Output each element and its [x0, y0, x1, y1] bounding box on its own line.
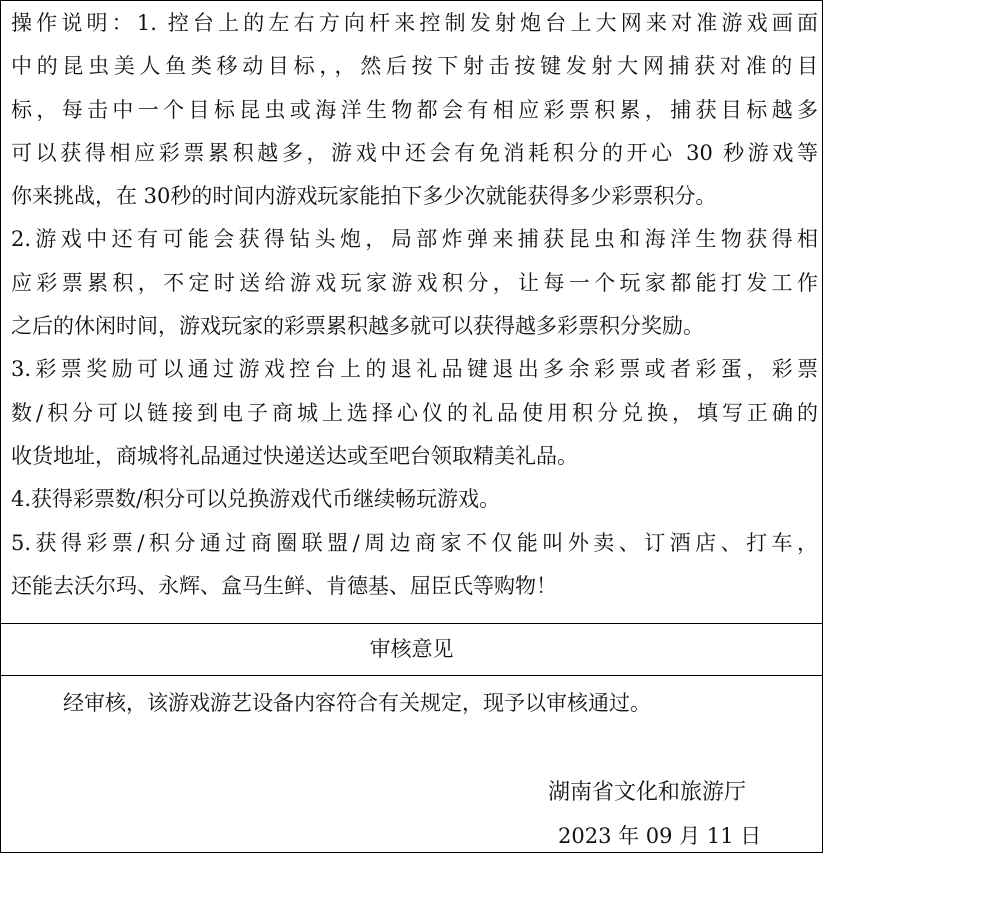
instruction-line: 标，每击中一个目标昆虫或海洋生物都会有相应彩票积累，捕获目标越多: [11, 97, 818, 122]
instruction-line: 3.彩票奖励可以通过游戏控台上的退礼品键退出多余彩票或者彩蛋，彩票: [11, 357, 818, 382]
review-opinion-text: 经审核，该游戏游艺设备内容符合有关规定，现予以审核通过。: [63, 691, 651, 715]
instruction-line: 你来挑战，在 30秒的时间内游戏玩家能拍下多少次就能获得多少彩票积分。: [11, 184, 717, 209]
instruction-line: 操作说明：1. 控台上的左右方向杆来控制发射炮台上大网来对准游戏画面: [11, 11, 818, 35]
operation-instructions-cell: [1, 1, 822, 623]
instruction-line: 可以获得相应彩票累积越多，游戏中还会有免消耗积分的开心 30 秒游戏等: [11, 140, 818, 165]
issuing-authority: 湖南省文化和旅游厅: [548, 780, 747, 805]
review-opinion-cell: [1, 677, 822, 852]
instruction-line: 2.游戏中还有可能会获得钻头炮，局部炸弹来捕获昆虫和海洋生物获得相: [11, 227, 818, 252]
instruction-line: 5.获得彩票/积分通过商圈联盟/周边商家不仅能叫外卖、订酒店、打车，: [11, 530, 818, 555]
review-opinion-heading: 审核意见: [369, 637, 454, 661]
instruction-line: 之后的休闲时间，游戏玩家的彩票累积越多就可以获得越多彩票积分奖励。: [11, 314, 704, 339]
instruction-line: 还能去沃尔玛、永辉、盒马生鲜、肯德基、屈臣氏等购物！: [11, 573, 557, 598]
review-date: 2023 年 09 月 11 日: [558, 824, 762, 848]
instruction-line: 4.获得彩票数/积分可以兑换游戏代币继续畅玩游戏。: [11, 487, 501, 512]
instruction-line: 数/积分可以链接到电子商城上选择心仪的礼品使用积分兑换，填写正确的: [11, 400, 818, 425]
table-divider: [1, 675, 822, 676]
instruction-line: 应彩票累积，不定时送给游戏玩家游戏积分，让每一个玩家都能打发工作: [11, 270, 818, 295]
instruction-line: 收货地址，商城将礼品通过快递送达或至吧台领取精美礼品。: [11, 443, 578, 468]
instruction-line: 中的昆虫美人鱼类移动目标，，然后按下射击按键发射大网捕获对准的目: [11, 54, 818, 79]
